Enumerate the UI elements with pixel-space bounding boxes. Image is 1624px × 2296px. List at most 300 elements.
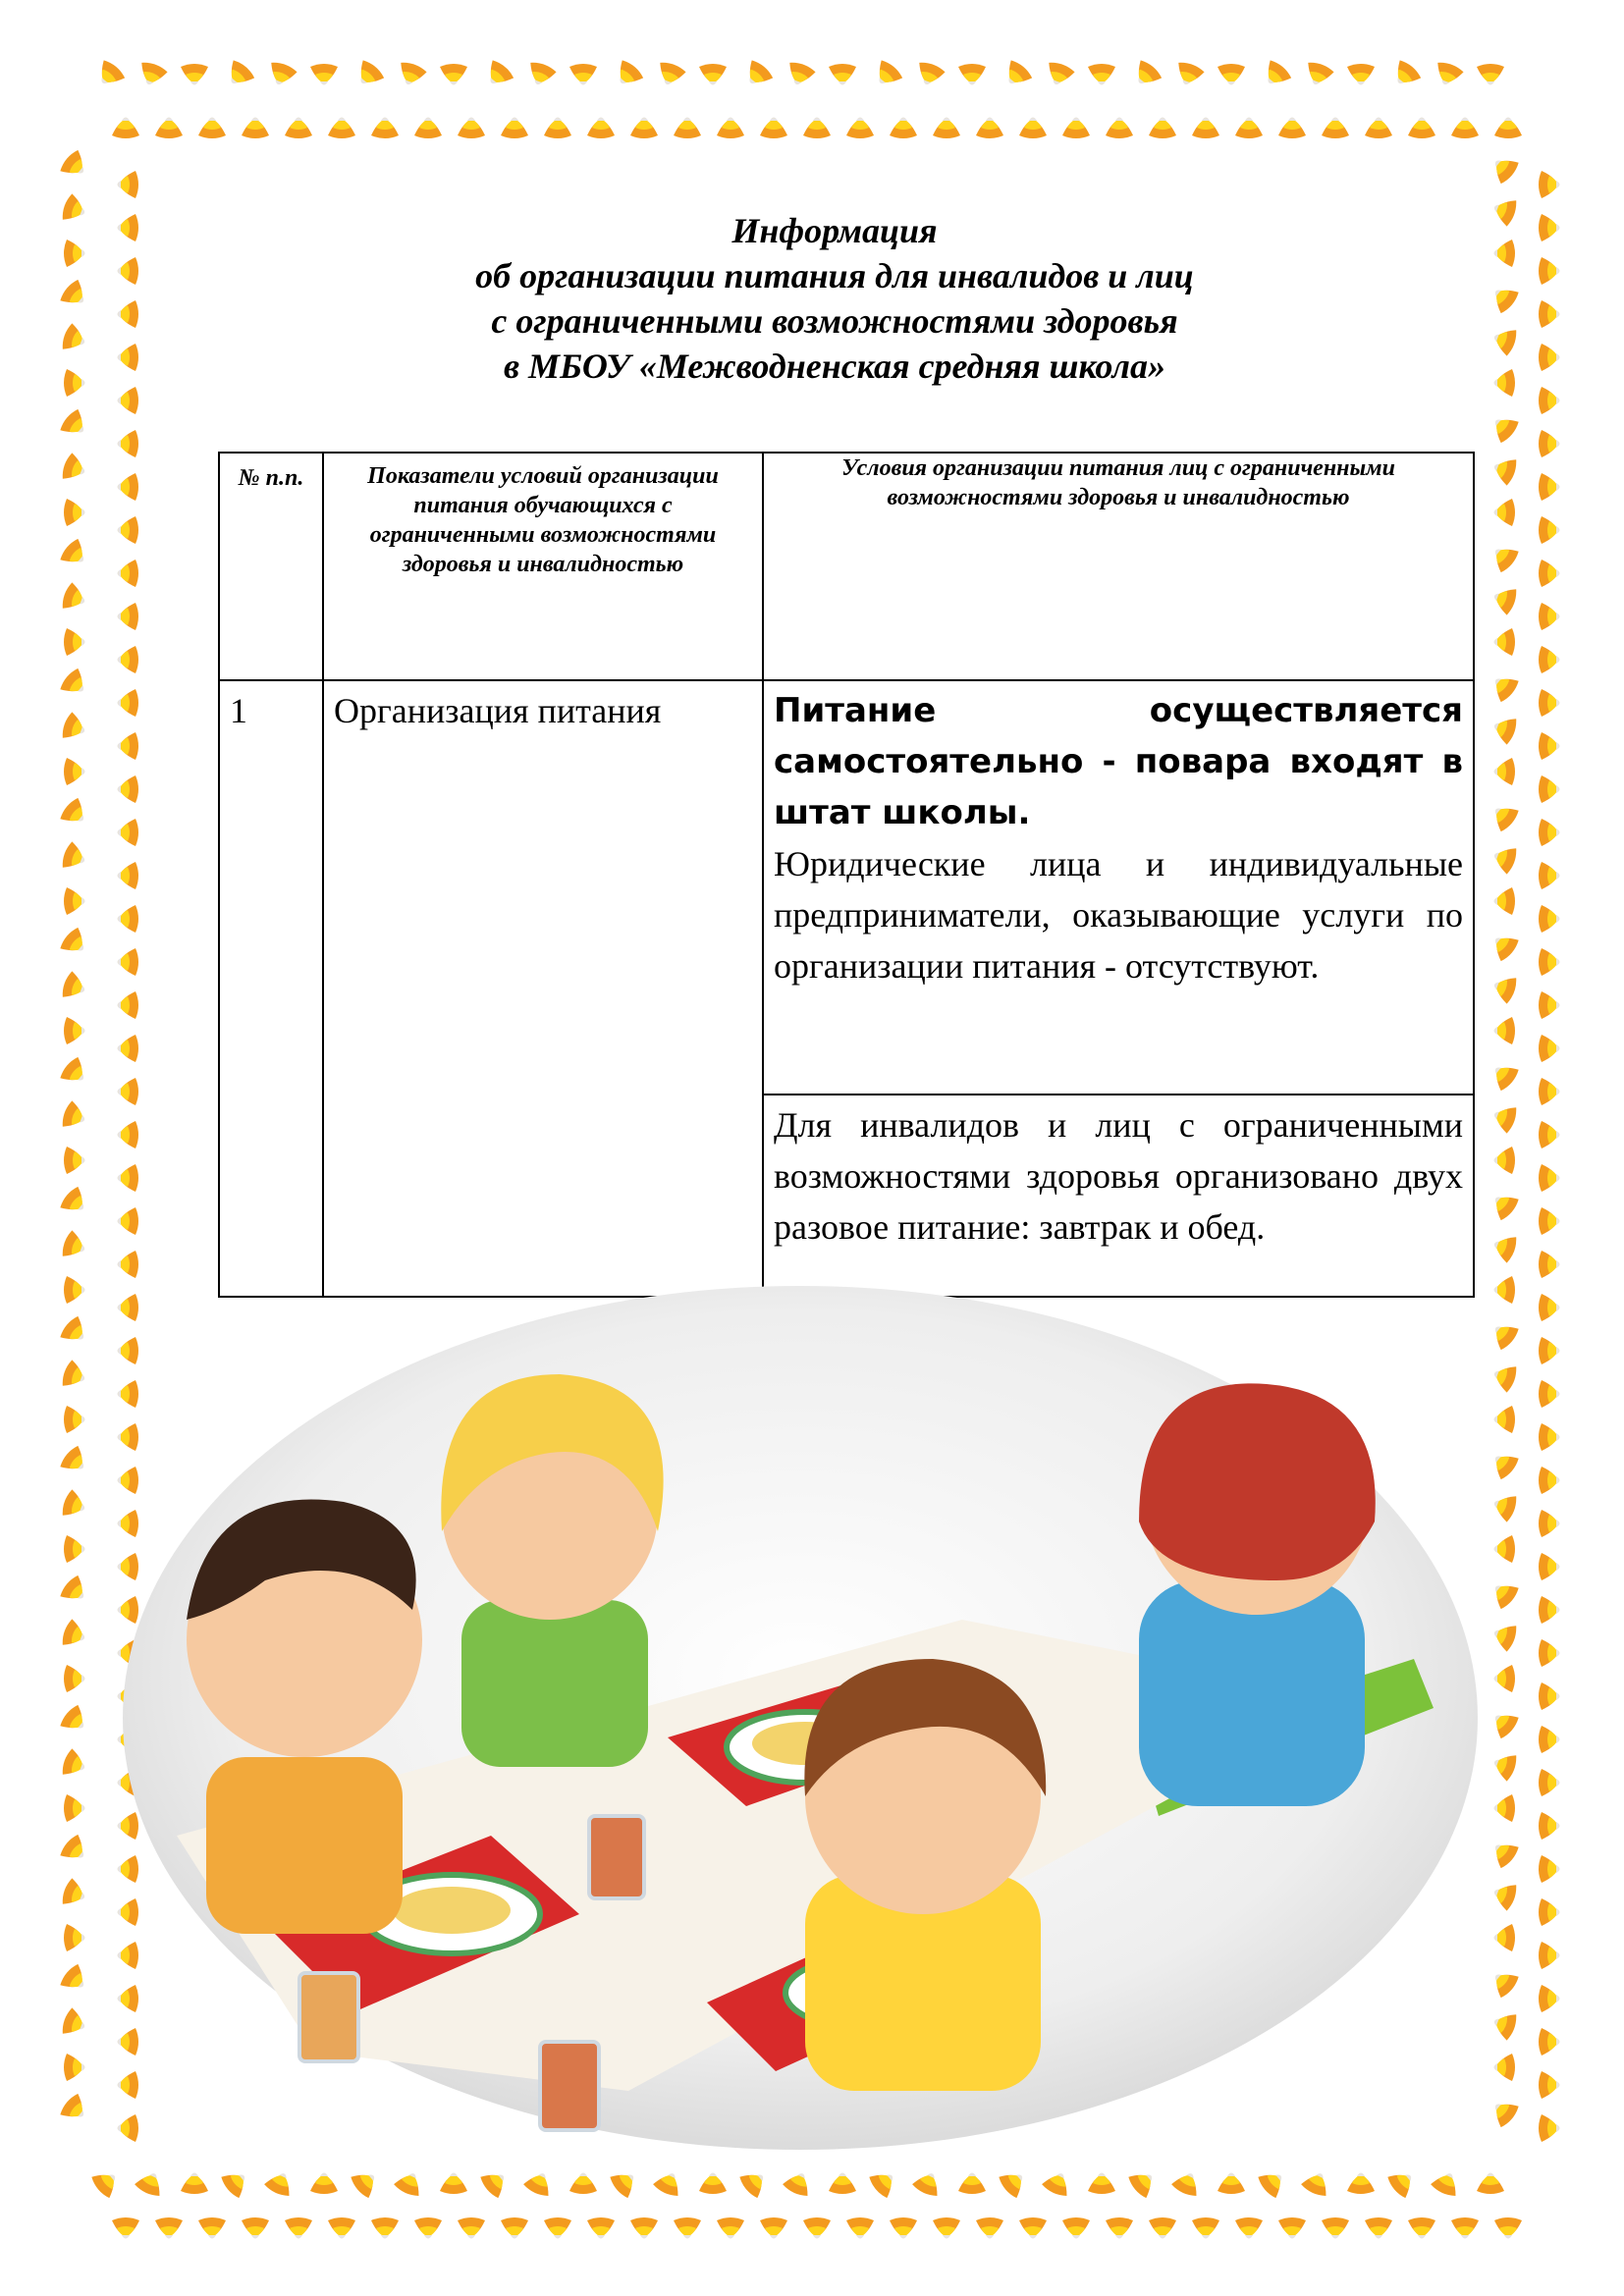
- candy-corn-icon: [1539, 1164, 1560, 1192]
- candy-corn-icon: [1278, 2217, 1306, 2239]
- candy-corn-icon: [64, 1535, 85, 1563]
- candy-corn-icon: [64, 887, 85, 915]
- candy-corn-icon: [1062, 118, 1090, 139]
- candy-corn-icon: [782, 2167, 815, 2198]
- candy-corn-icon: [58, 667, 91, 701]
- candy-corn-icon: [1494, 118, 1522, 139]
- candy-corn-icon: [1489, 1101, 1519, 1135]
- candy-corn-icon: [58, 148, 91, 183]
- candy-corn-icon: [118, 862, 139, 889]
- candy-corn-icon: [587, 2217, 615, 2239]
- candy-corn-icon: [60, 1618, 89, 1651]
- candy-corn-icon: [1539, 732, 1560, 760]
- candy-corn-icon: [1539, 171, 1560, 198]
- candy-corn-icon: [1494, 240, 1516, 267]
- candy-corn-icon: [1487, 2095, 1520, 2129]
- candy-corn-icon: [1539, 1898, 1560, 1926]
- title-line-3: с ограниченными возможностями здоровья: [491, 301, 1178, 341]
- document-title: [295, 208, 1375, 389]
- candy-corn-icon: [1539, 1207, 1560, 1235]
- candy-corn-icon: [740, 58, 775, 91]
- candy-corn-icon: [1192, 2217, 1219, 2239]
- candy-corn-icon: [1088, 64, 1115, 85]
- candy-corn-icon: [784, 60, 817, 89]
- candy-corn-icon: [1365, 118, 1392, 139]
- candy-corn-icon: [544, 2217, 571, 2239]
- candy-corn-icon: [118, 214, 139, 241]
- candy-corn-icon: [1539, 1769, 1560, 1796]
- candy-corn-icon: [1539, 689, 1560, 717]
- candy-corn-icon: [1489, 972, 1519, 1005]
- candy-corn-icon: [393, 2167, 426, 2198]
- candy-corn-icon: [760, 118, 787, 139]
- candy-corn-icon: [933, 118, 960, 139]
- candy-corn-icon: [829, 64, 856, 85]
- candy-corn-icon: [92, 58, 127, 91]
- candy-corn-icon: [1539, 2071, 1560, 2099]
- candy-corn-icon: [1494, 628, 1516, 656]
- candy-corn-icon: [58, 1314, 91, 1349]
- candy-corn-icon: [181, 2173, 208, 2195]
- candy-corn-icon: [60, 711, 89, 744]
- candy-corn-icon: [60, 452, 89, 485]
- candy-corn-icon: [1019, 2217, 1047, 2239]
- candy-corn-icon: [760, 2217, 787, 2239]
- candy-corn-icon: [1385, 2165, 1419, 2200]
- candy-corn-icon: [1487, 1188, 1520, 1222]
- candy-corn-icon: [1539, 344, 1560, 371]
- candy-corn-icon: [870, 58, 904, 91]
- candy-corn-icon: [1489, 1490, 1519, 1523]
- candy-corn-icon: [1539, 1553, 1560, 1580]
- candy-corn-icon: [717, 2217, 744, 2239]
- candy-corn-icon: [1539, 1035, 1560, 1062]
- candy-corn-icon: [64, 1924, 85, 1951]
- candy-corn-icon: [699, 2173, 727, 2195]
- candy-corn-icon: [803, 2217, 831, 2239]
- candy-corn-icon: [1539, 2114, 1560, 2142]
- candy-corn-icon: [1322, 2217, 1349, 2239]
- candy-corn-icon: [1489, 842, 1519, 876]
- candy-corn-icon: [118, 473, 139, 501]
- candy-corn-icon: [1539, 1726, 1560, 1753]
- candy-corn-icon: [1192, 118, 1219, 139]
- candy-corn-icon: [1149, 118, 1176, 139]
- candy-corn-icon: [1170, 2167, 1204, 2198]
- candy-corn-icon: [118, 819, 139, 846]
- candy-corn-icon: [1019, 118, 1047, 139]
- candy-corn-icon: [1539, 1337, 1560, 1364]
- candy-corn-icon: [1235, 2217, 1263, 2239]
- candy-corn-icon: [118, 905, 139, 933]
- nutrition-info-table: [218, 452, 1475, 1298]
- candy-corn-icon: [1487, 1706, 1520, 1740]
- candy-corn-icon: [654, 60, 687, 89]
- candy-corn-icon: [1539, 862, 1560, 889]
- candy-corn-icon: [1365, 2217, 1392, 2239]
- candy-corn-icon: [458, 2217, 485, 2239]
- candy-corn-icon: [1489, 713, 1519, 746]
- candy-corn-icon: [58, 537, 91, 571]
- candy-corn-icon: [890, 118, 917, 139]
- candy-corn-icon: [118, 560, 139, 587]
- candy-corn-icon: [1489, 1879, 1519, 1912]
- candy-corn-icon: [1539, 430, 1560, 457]
- candy-corn-icon: [699, 64, 727, 85]
- candy-corn-icon: [440, 64, 467, 85]
- candy-corn-icon: [1494, 1665, 1516, 1692]
- candy-corn-icon: [1259, 58, 1293, 91]
- candy-corn-icon: [352, 58, 386, 91]
- candy-corn-icon: [219, 2165, 252, 2200]
- candy-corn-icon: [58, 1703, 91, 1737]
- candy-corn-icon: [155, 118, 183, 139]
- candy-corn-icon: [933, 2217, 960, 2239]
- candy-corn-icon: [64, 1794, 85, 1822]
- candy-corn-icon: [285, 2217, 312, 2239]
- candy-corn-icon: [1451, 118, 1479, 139]
- candy-corn-icon: [118, 257, 139, 285]
- candy-corn-icon: [1489, 1620, 1519, 1653]
- candy-corn-icon: [674, 118, 701, 139]
- candy-corn-icon: [1539, 1682, 1560, 1710]
- candy-corn-icon: [1088, 2173, 1115, 2195]
- candy-corn-icon: [524, 60, 558, 89]
- candy-corn-icon: [60, 581, 89, 614]
- candy-corn-icon: [60, 1877, 89, 1910]
- candy-corn-icon: [846, 2217, 874, 2239]
- title-line-4: в МБОУ «Межводненская средняя школа»: [503, 347, 1166, 386]
- candy-corn-icon: [118, 300, 139, 328]
- girl-body: [461, 1600, 648, 1767]
- candy-corn-icon: [181, 64, 208, 85]
- candy-corn-icon: [64, 758, 85, 785]
- row-conditions-second: Для инвалидов и лиц с ограниченными возможностями здоровья организовано двух разовое питание: завтрак и обед.: [763, 1095, 1474, 1297]
- candy-corn-icon: [60, 322, 89, 355]
- candy-corn-icon: [1149, 2217, 1176, 2239]
- candy-corn-icon: [60, 192, 89, 226]
- candy-corn-icon: [64, 1406, 85, 1433]
- candy-corn-icon: [265, 60, 298, 89]
- candy-corn-icon: [118, 991, 139, 1019]
- juice-cup: [299, 1973, 358, 2061]
- candy-corn-icon: [1494, 1147, 1516, 1174]
- candy-corn-icon: [1539, 473, 1560, 501]
- candy-corn-icon: [1539, 1596, 1560, 1624]
- candy-corn-icon: [1487, 799, 1520, 833]
- candy-corn-icon: [118, 775, 139, 803]
- candy-corn-icon: [1487, 540, 1520, 574]
- candy-corn-icon: [1539, 1380, 1560, 1408]
- candy-corn-icon: [1489, 583, 1519, 616]
- candy-corn-icon: [1489, 454, 1519, 487]
- candy-corn-icon: [60, 2006, 89, 2040]
- candy-corn-icon: [1302, 60, 1335, 89]
- candy-corn-icon: [1494, 1406, 1516, 1433]
- header-indicator: Показатели условий организации питания обучающихся с ограниченными возможностями здоровья и инвалидностью: [323, 453, 763, 680]
- candy-corn-icon: [1218, 2173, 1245, 2195]
- candy-corn-icon: [118, 430, 139, 457]
- candy-corn-icon: [58, 926, 91, 960]
- candy-corn-icon: [478, 2165, 512, 2200]
- candy-corn-icon: [1256, 2165, 1289, 2200]
- candy-corn-icon: [522, 2167, 556, 2198]
- candy-corn-icon: [371, 2217, 399, 2239]
- conditions-text: Юридические лица и индивидуальные предприниматели, оказывающие услуги по организации питания - отсутствуют.: [774, 844, 1463, 986]
- candy-corn-icon: [1494, 758, 1516, 785]
- candy-corn-icon: [958, 2173, 986, 2195]
- candy-corn-icon: [867, 2165, 900, 2200]
- candy-corn-icon: [1477, 64, 1504, 85]
- candy-corn-icon: [1494, 369, 1516, 397]
- candy-corn-icon: [1106, 2217, 1133, 2239]
- candy-corn-icon: [118, 171, 139, 198]
- candy-corn-icon: [608, 2165, 641, 2200]
- candy-corn-icon: [371, 118, 399, 139]
- candy-corn-icon: [1539, 560, 1560, 587]
- candy-corn-icon: [242, 2217, 269, 2239]
- candy-corn-icon: [60, 840, 89, 874]
- candy-corn-icon: [544, 118, 571, 139]
- candy-corn-icon: [1539, 819, 1560, 846]
- candy-corn-icon: [1539, 300, 1560, 328]
- candy-corn-icon: [829, 2173, 856, 2195]
- candy-corn-icon: [1494, 887, 1516, 915]
- row-indicator: Организация питания: [323, 680, 763, 1297]
- candy-corn-icon: [913, 60, 947, 89]
- candy-corn-icon: [1539, 1121, 1560, 1148]
- candy-corn-icon: [310, 2173, 338, 2195]
- candy-corn-icon: [440, 2173, 467, 2195]
- candy-corn-icon: [1235, 118, 1263, 139]
- candy-corn-icon: [1487, 669, 1520, 704]
- candy-corn-icon: [89, 2165, 123, 2200]
- title-line-1: Информация: [731, 211, 938, 250]
- candy-corn-icon: [737, 2165, 771, 2200]
- candy-corn-icon: [1489, 194, 1519, 228]
- candy-corn-icon: [958, 64, 986, 85]
- candy-corn-icon: [1539, 387, 1560, 414]
- candy-corn-icon: [1347, 64, 1375, 85]
- candy-corn-icon: [1043, 60, 1076, 89]
- candy-corn-icon: [1539, 1812, 1560, 1840]
- candy-corn-icon: [1494, 499, 1516, 526]
- candy-corn-icon: [1487, 1058, 1520, 1093]
- candy-corn-icon: [134, 2167, 167, 2198]
- candy-corn-icon: [58, 1962, 91, 1997]
- candy-corn-icon: [60, 1099, 89, 1133]
- candy-corn-icon: [1487, 281, 1520, 315]
- candy-corn-icon: [1494, 1794, 1516, 1822]
- candy-corn-icon: [1489, 1749, 1519, 1783]
- candy-corn-icon: [1539, 1942, 1560, 1969]
- candy-corn-icon: [118, 387, 139, 414]
- candy-corn-icon: [112, 118, 139, 139]
- candy-corn-icon: [501, 2217, 528, 2239]
- candy-corn-icon: [1539, 1985, 1560, 2012]
- candy-corn-icon: [1218, 64, 1245, 85]
- candy-corn-icon: [310, 64, 338, 85]
- candy-corn-icon: [1347, 2173, 1375, 2195]
- candy-corn-icon: [587, 118, 615, 139]
- candy-corn-icon: [118, 1251, 139, 1278]
- candy-corn-icon: [1322, 118, 1349, 139]
- candy-corn-icon: [1539, 2028, 1560, 2056]
- candy-corn-icon: [64, 2054, 85, 2081]
- candy-corn-icon: [118, 1078, 139, 1105]
- candy-corn-icon: [58, 796, 91, 830]
- candy-corn-icon: [1494, 2054, 1516, 2081]
- candy-corn-icon: [118, 1121, 139, 1148]
- candy-corn-icon: [64, 369, 85, 397]
- candy-corn-icon: [501, 118, 528, 139]
- candy-corn-icon: [1129, 58, 1164, 91]
- candy-corn-icon: [976, 118, 1003, 139]
- candy-corn-icon: [64, 628, 85, 656]
- candy-corn-icon: [118, 732, 139, 760]
- candy-corn-icon: [1494, 1535, 1516, 1563]
- candy-corn-icon: [1539, 257, 1560, 285]
- candy-corn-icon: [60, 970, 89, 1003]
- pasta: [393, 1887, 511, 1934]
- candy-corn-icon: [1539, 905, 1560, 933]
- candy-corn-icon: [1539, 1467, 1560, 1494]
- candy-corn-icon: [118, 689, 139, 717]
- candy-corn-icon: [222, 58, 256, 91]
- candy-corn-icon: [1477, 2173, 1504, 2195]
- candy-corn-icon: [1539, 214, 1560, 241]
- candy-corn-icon: [414, 118, 442, 139]
- candy-corn-icon: [1041, 2167, 1074, 2198]
- candy-corn-icon: [118, 948, 139, 976]
- candy-corn-icon: [652, 2167, 685, 2198]
- title-line-2: об организации питания для инвалидов и лиц: [475, 256, 1194, 295]
- candy-corn-icon: [1300, 2167, 1333, 2198]
- candy-corn-icon: [1539, 1510, 1560, 1537]
- candy-corn-icon: [1489, 1231, 1519, 1264]
- candy-corn-icon: [569, 64, 597, 85]
- candy-corn-icon: [1430, 2167, 1463, 2198]
- juice-cup: [589, 1816, 644, 1898]
- candy-corn-icon: [414, 2217, 442, 2239]
- candy-corn-icon: [1539, 1294, 1560, 1321]
- candy-corn-icon: [803, 118, 831, 139]
- candy-corn-icon: [1539, 516, 1560, 544]
- candy-corn-icon: [458, 118, 485, 139]
- candy-corn-icon: [395, 60, 428, 89]
- candy-corn-icon: [349, 2165, 382, 2200]
- candy-corn-icon: [1489, 1361, 1519, 1394]
- candy-corn-icon: [1494, 1017, 1516, 1044]
- candy-corn-icon: [1494, 1276, 1516, 1304]
- juice-cup: [540, 2042, 599, 2130]
- candy-corn-icon: [611, 58, 645, 91]
- candy-corn-icon: [112, 2217, 139, 2239]
- candy-corn-icon: [328, 2217, 355, 2239]
- candy-corn-icon: [58, 2092, 91, 2126]
- conditions-bold-text: Питание осуществляется самостоятельно - повара входят в штат школы.: [774, 691, 1463, 832]
- candy-corn-icon: [1062, 2217, 1090, 2239]
- candy-corn-icon: [1539, 991, 1560, 1019]
- candy-corn-icon: [1126, 2165, 1160, 2200]
- candy-corn-icon: [64, 499, 85, 526]
- candy-corn-icon: [1539, 1423, 1560, 1451]
- row-number: 1: [219, 680, 323, 1297]
- candy-corn-icon: [1487, 1447, 1520, 1481]
- candy-corn-icon: [64, 1147, 85, 1174]
- table-header-row: [219, 453, 1474, 680]
- candy-corn-icon: [569, 2173, 597, 2195]
- candy-corn-icon: [1487, 1317, 1520, 1352]
- table-row: [219, 680, 1474, 1095]
- candy-corn-icon: [118, 516, 139, 544]
- candy-corn-icon: [630, 2217, 658, 2239]
- candy-corn-icon: [1106, 118, 1133, 139]
- candy-corn-icon: [1487, 1576, 1520, 1611]
- candy-corn-icon: [1539, 1078, 1560, 1105]
- candy-corn-icon: [64, 1665, 85, 1692]
- candy-corn-icon: [717, 118, 744, 139]
- candy-corn-icon: [1539, 775, 1560, 803]
- candy-corn-icon: [1539, 948, 1560, 976]
- row-conditions: [763, 680, 1474, 1095]
- candy-corn-icon: [58, 1055, 91, 1090]
- candy-corn-icon: [58, 1185, 91, 1219]
- candy-corn-icon: [263, 2167, 297, 2198]
- candy-corn-icon: [1408, 118, 1435, 139]
- candy-corn-icon: [1172, 60, 1206, 89]
- candy-corn-icon: [1489, 324, 1519, 357]
- candy-corn-icon: [1539, 1855, 1560, 1883]
- candy-corn-icon: [118, 603, 139, 630]
- boy-left-body: [206, 1757, 403, 1934]
- candy-corn-icon: [58, 1444, 91, 1478]
- candy-corn-icon: [1487, 410, 1520, 445]
- candy-corn-icon: [198, 2217, 226, 2239]
- candy-corn-icon: [58, 278, 91, 312]
- candy-corn-icon: [1408, 2217, 1435, 2239]
- candy-corn-icon: [64, 1276, 85, 1304]
- candy-corn-icon: [890, 2217, 917, 2239]
- header-number: № п.п.: [219, 453, 323, 680]
- candy-corn-icon: [1278, 118, 1306, 139]
- candy-corn-icon: [674, 2217, 701, 2239]
- candy-corn-icon: [1539, 646, 1560, 673]
- candy-corn-icon: [630, 118, 658, 139]
- candy-corn-icon: [846, 118, 874, 139]
- candy-corn-icon: [118, 1164, 139, 1192]
- candy-corn-icon: [60, 1229, 89, 1262]
- candy-corn-icon: [1487, 151, 1520, 186]
- candy-corn-icon: [58, 1574, 91, 1608]
- candy-corn-icon: [976, 2217, 1003, 2239]
- candy-corn-icon: [1489, 2008, 1519, 2042]
- candy-corn-icon: [1539, 603, 1560, 630]
- candy-corn-icon: [285, 118, 312, 139]
- children-eating-illustration: [118, 1286, 1483, 2150]
- candy-corn-icon: [1487, 929, 1520, 963]
- candy-corn-icon: [155, 2217, 183, 2239]
- candy-corn-icon: [60, 1488, 89, 1522]
- candy-corn-icon: [118, 646, 139, 673]
- candy-corn-icon: [1539, 1639, 1560, 1667]
- candy-corn-icon: [1487, 1965, 1520, 2000]
- candy-corn-icon: [135, 60, 169, 89]
- candy-corn-icon: [64, 240, 85, 267]
- candy-corn-icon: [118, 344, 139, 371]
- boy-right-hair: [1139, 1383, 1376, 1580]
- candy-corn-icon: [328, 118, 355, 139]
